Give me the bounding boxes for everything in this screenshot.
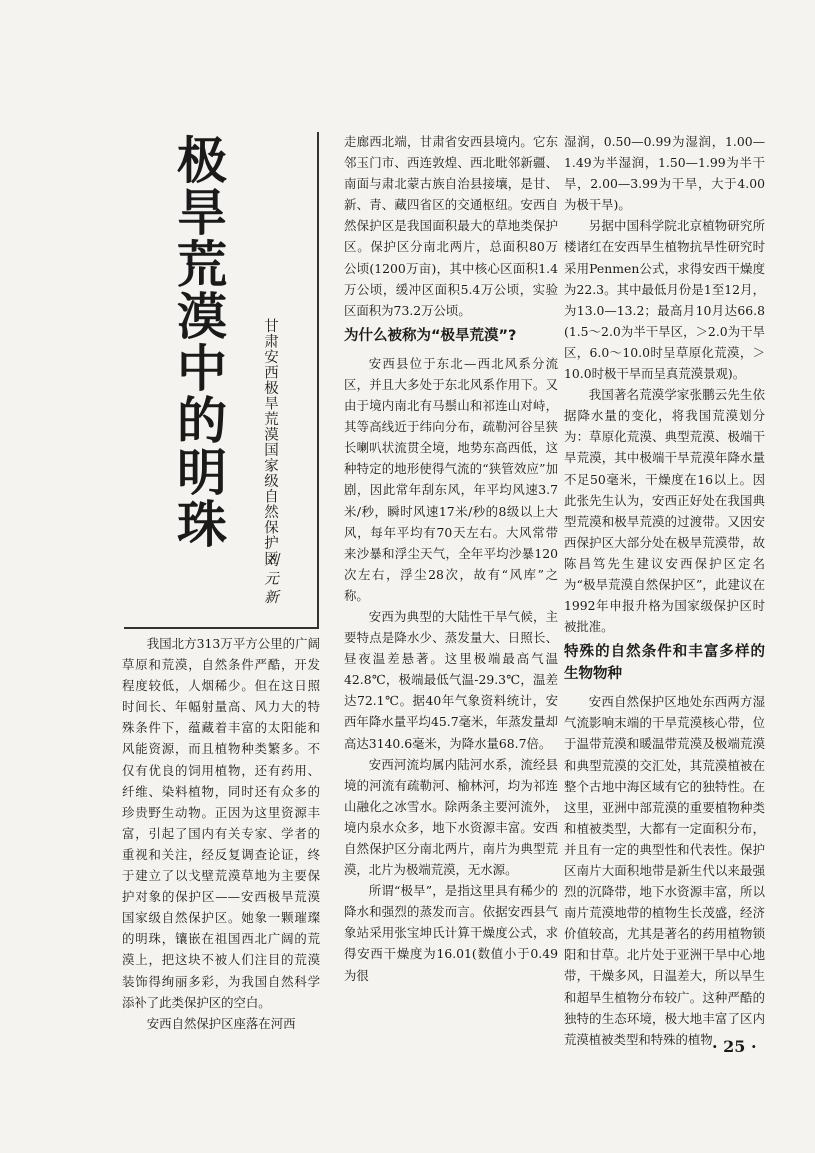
paragraph: 另据中国科学院北京植物研究所楼诸红在安西旱生植物抗旱性研究时采用Penmen公式，求得安西干燥度为22.3。其中最低月份是1至12月，为13.0—13.2；最高月10月达66.8 (1.5～2.0为半干旱区，＞2.0为干旱区，6.0～10.0时呈草原化荒漠，＞10.0时极干旱而呈真荒漠景观)。 — [564, 218, 765, 382]
paragraph: 我国著名荒漠学家张鹏云先生依据降水量的变化，将我国荒漠划分为：草原化荒漠、典型荒漠、极端干旱荒漠，其中极端干旱荒漠年降水量不足50毫米，干燥度在16以上。因此张先生认为，安西正好处在我国典型荒漠和极旱荒漠的过渡带。又因安西保护区大部分处在极旱荒漠带，故陈昌笃先生建议安西保护区定名为“极旱荒漠自然保护区”，此建议在1992年申报升格为国家级保护区时被批准。 — [564, 387, 765, 635]
page-number: · 25 · — [712, 1037, 757, 1056]
paragraph: 我国北方313万平方公里的广阔草原和荒漠，自然条件严酷，开发程度较低，人烟稀少。但在这日照时间长、年幅射量高、风力大的特殊条件下，蕴藏着丰富的太阳能和风能资源，而且植物种类繁多。不仅有优良的饲用植物，还有药用、纤维、染料植物，同时还有众多的珍贵野生动物。正因为这里资源丰富，引起了国内有关专家、学者的重视和关注，经反复调查论证，终于建立了以戈壁荒漠草地为主要保护对象的保护区——安西极旱荒漠国家级自然保护区。她象一颗璀璨的明珠，镶嵌在祖国西北广阔的荒漠上，把这块不被人们注目的荒漠装饰得绚丽多彩，为我国自然科学添补了此类保护区的空白。 — [122, 636, 320, 1010]
article-title: 极旱荒漠中的明珠 — [169, 134, 227, 550]
column-middle — [344, 131, 558, 986]
paragraph: 所谓“极旱”，是指这里具有稀少的降水和强烈的蒸发而言。依据安西县气象站采用张宝坤氏计算干燥度公式，求得安西干燥度为16.01(数值小于0.49为很 — [344, 883, 558, 983]
article-author: 刘元新 — [262, 552, 278, 608]
column-left — [122, 633, 320, 1034]
paragraph: 安西自然保护区地处东西两方湿气流影响末端的干旱荒漠核心带，位于温带荒漠和暖温带荒漠及极端荒漠和典型荒漠的交汇处，其荒漠植被在整个古地中海区域有它的独特性。在这里，亚洲中部荒漠的重要植物种类和植被类型，大都有一定面积分布，并且有一定的典型性和代表性。保护区南片大面积地带是新生代以来最强烈的沉降带，地下水资源丰富，所以南片荒漠地带的植物生长茂盛，经济价值较高，尤其是著名的药用植物锁阳和甘草。北片处于亚洲干旱中心地带，干燥多风，日温差大，所以旱生和超旱生植物分布较广。这种严酷的独特的生态环境，极大地丰富了区内荒漠植被类型和特殊的植物 — [564, 694, 765, 1047]
article-subtitle: 甘肃安西极旱荒漠国家级自然保护区 — [262, 318, 278, 566]
paragraph: 安西自然保护区座落在河西 — [146, 1015, 296, 1031]
paragraph: 安西为典型的大陆性干旱气候，主要特点是降水少、蒸发量大、日照长、昼夜温差悬著。这里极端最高气温42.8℃，极端最低气温-29.3℃，温差达72.1℃。据40年气象资料统计，安西年降水量平均45.7毫米，年蒸发量却高达3140.6毫米，为降水量68.7倍。 — [344, 608, 558, 751]
column-right — [564, 131, 765, 1050]
paragraph: 走廊西北端，甘肃省安西县境内。它东邻玉门市、西连敦煌、西北毗邻新疆、南面与肃北蒙古族自治县接壤，是甘、新、青、藏四省区的交通枢纽。安西自然保护区是我国面积最大的草地类保护区。保护区分南北两片，总面积80万公顷(1200万亩)，其中核心区面积1.4万公顷，缓冲区面积5.4万公顷，实验区面积为73.2万公顷。 — [344, 134, 558, 318]
section-heading: 特殊的自然条件和丰富多样的生物物种 — [564, 644, 765, 683]
paragraph: 湿润，0.50—0.99为湿润，1.00—1.49为半湿润，1.50—1.99为半干旱，2.00—3.99为干旱，大于4.00为极干旱)。 — [564, 134, 765, 213]
section-heading: 为什么被称为“极旱荒漠”? — [344, 327, 517, 344]
paragraph: 安西河流均属内陆河水系，流经县境的河流有疏勒河、榆林河，均为祁连山融化之冰雪水。除两条主要河流外，境内泉水众多，地下水资源丰富。安西自然保护区分南北两片，南片为典型荒漠，北片为极端荒漠，无水源。 — [344, 756, 558, 878]
paragraph: 安西县位于东北—西北风系分流区，并且大多处于东北风系作用下。又由于境内南北有马鬃山和祁连山对峙，其等高线近于纬向分布，疏勒河谷呈狭长喇叭状流贯全境，地势东高西低，这种特定的地形使得气流的“狭管效应”加剧，因此常年刮东风，年平均风速3.7米/秒，瞬时风速17米/秒的8级以上大风，每年平均有70天左右。大风常带来沙暴和浮尘天气，全年平均沙暴120次左右，浮尘28次，故有“风库”之称。 — [344, 355, 558, 603]
